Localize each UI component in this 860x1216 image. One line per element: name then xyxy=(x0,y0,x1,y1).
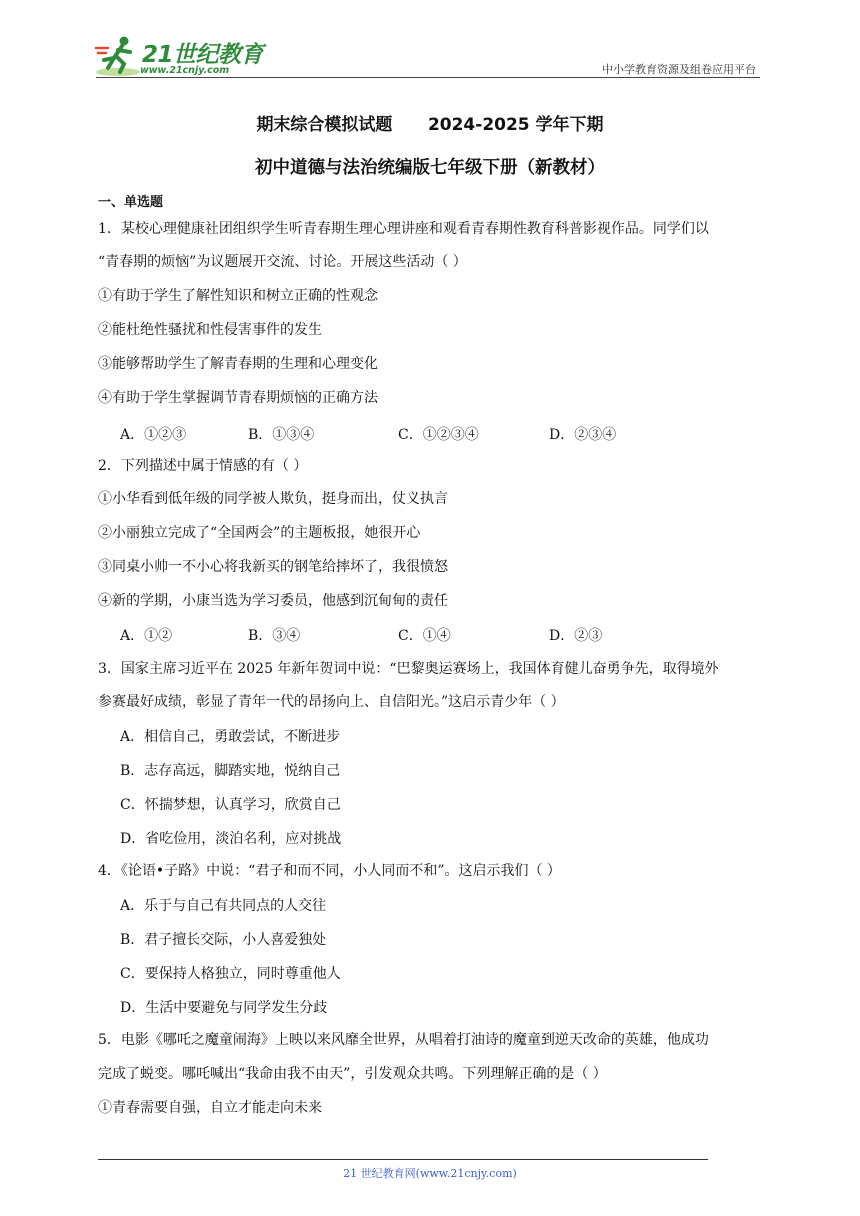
q1-option-b[interactable]: B．①③④ xyxy=(248,427,315,443)
q2-statement-3: ③同桌小帅一不小心将我新买的钢笔给摔坏了，我很愤怒 xyxy=(98,559,448,575)
runner-icon xyxy=(94,34,146,78)
q1-option-d[interactable]: D．②③④ xyxy=(549,427,617,443)
q4-option-d[interactable]: D．生活中要避免与同学发生分歧 xyxy=(120,1000,328,1016)
q2-statement-2: ②小丽独立完成了“全国两会”的主题板报，她很开心 xyxy=(98,525,421,541)
question-2-stem: 2．下列描述中属于情感的有（ ） xyxy=(98,458,308,474)
q2-option-d[interactable]: D．②③ xyxy=(549,628,603,644)
q2-option-b[interactable]: B．③④ xyxy=(248,628,301,644)
footer-divider xyxy=(98,1159,708,1160)
q1-option-a[interactable]: A．①②③ xyxy=(120,427,187,443)
site-logo[interactable] xyxy=(94,34,264,80)
section-heading: 一、单选题 xyxy=(98,195,164,210)
question-1-stem-cont: “青春期的烦恼”为议题展开交流、讨论。开展这些活动（ ） xyxy=(98,254,467,270)
q2-statement-1: ①小华看到低年级的同学被人欺负，挺身而出，仗义执言 xyxy=(98,491,448,507)
platform-tagline: 中小学教育资源及组卷应用平台 xyxy=(602,63,756,76)
q3-option-a[interactable]: A．相信自己，勇敢尝试，不断进步 xyxy=(120,729,341,745)
question-5-stem: 5．电影《哪吒之魔童闹海》上映以来风靡全世界，从唱着打油诗的魔童到逆天改命的英雄，他成功 xyxy=(98,1032,709,1048)
question-3-stem-cont: 参赛最好成绩，彰显了青年一代的昂扬向上、自信阳光。”这启示青少年（ ） xyxy=(98,694,565,710)
logo-url: www.21cnjy.com xyxy=(140,65,230,76)
question-4-stem: 4．《论语•子路》中说：“君子和而不同，小人同而不和”。这启示我们（ ） xyxy=(98,863,561,879)
exam-title: 期末综合模拟试题 2024-2025 学年下期 xyxy=(256,115,604,135)
q1-statement-4: ④有助于学生掌握调节青春期烦恼的正确方法 xyxy=(98,390,378,406)
logo-wordmark: 21世纪教育 xyxy=(142,42,264,68)
q4-option-c[interactable]: C．要保持人格独立，同时尊重他人 xyxy=(120,966,341,982)
question-3-stem: 3．国家主席习近平在 2025 年新年贺词中说：“巴黎奥运赛场上，我国体育健儿奋勇争先，取得境外 xyxy=(98,661,719,677)
page-header xyxy=(0,0,860,82)
q3-option-d[interactable]: D．省吃俭用，淡泊名利，应对挑战 xyxy=(120,831,342,847)
footer-link[interactable]: 21 世纪教育网(www.21cnjy.com) xyxy=(343,1167,517,1180)
q5-statement-1: ①青春需要自强，自立才能走向未来 xyxy=(98,1100,322,1116)
question-5-stem-cont: 完成了蜕变。哪吒喊出“我命由我不由天”，引发观众共鸣。下列理解正确的是（ ） xyxy=(98,1066,607,1082)
exam-subtitle: 初中道德与法治统编版七年级下册（新教材） xyxy=(255,158,605,178)
q4-option-a[interactable]: A．乐于与自己有共同点的人交往 xyxy=(120,898,327,914)
q2-option-c[interactable]: C．①④ xyxy=(398,628,451,644)
q3-option-b[interactable]: B．志存高远，脚踏实地，悦纳自己 xyxy=(120,763,341,779)
q2-option-a[interactable]: A．①② xyxy=(120,628,173,644)
question-1-stem: 1．某校心理健康社团组织学生听青春期生理心理讲座和观看青春期性教育科普影视作品。同学们以 xyxy=(98,221,709,237)
header-divider xyxy=(96,77,760,78)
q1-statement-3: ③能够帮助学生了解青春期的生理和心理变化 xyxy=(98,356,378,372)
q3-option-c[interactable]: C．怀揣梦想，认真学习，欣赏自己 xyxy=(120,797,341,813)
q4-option-b[interactable]: B．君子擅长交际，小人喜爱独处 xyxy=(120,932,327,948)
q1-option-c[interactable]: C．①②③④ xyxy=(398,427,479,443)
q2-statement-4: ④新的学期，小康当选为学习委员，他感到沉甸甸的责任 xyxy=(98,593,448,609)
q1-statement-2: ②能杜绝性骚扰和性侵害事件的发生 xyxy=(98,322,322,338)
q1-statement-1: ①有助于学生了解性知识和树立正确的性观念 xyxy=(98,288,378,304)
